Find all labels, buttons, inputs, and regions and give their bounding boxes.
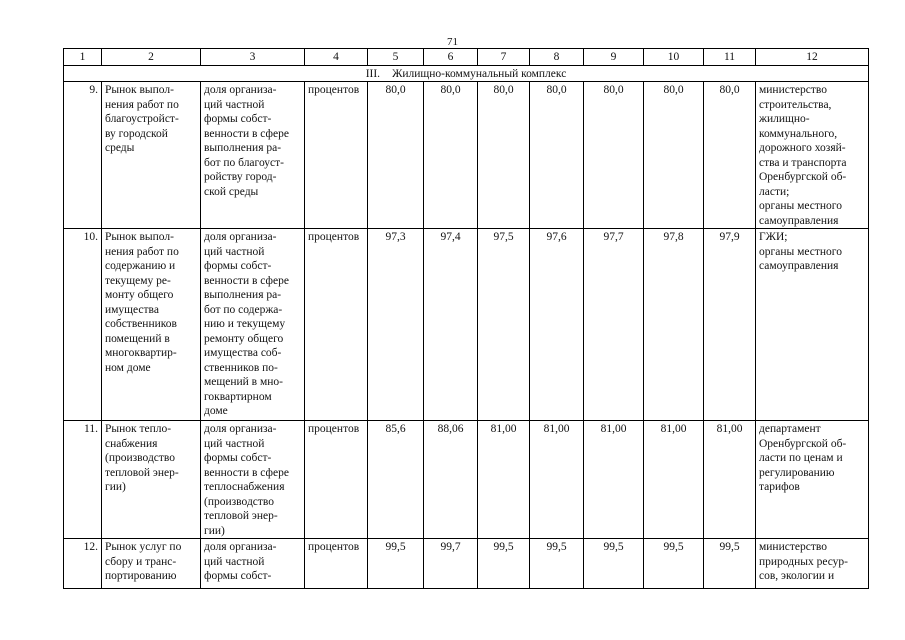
table-row <box>64 539 869 589</box>
column-number: 12 <box>756 49 869 66</box>
responsible-body: министерство строительства, жилищно- коммунального, дорожного хозяй- ства и транспорта Оренбургской об- ласти; органы местного самоуправления <box>756 82 869 229</box>
table-row <box>64 421 869 539</box>
column-number: 11 <box>704 49 756 66</box>
section-title: Жилищно-коммунальный комплекс <box>392 67 567 80</box>
unit: процентов <box>305 539 368 589</box>
column-number: 3 <box>201 49 305 66</box>
value-cell: 99,5 <box>530 539 584 589</box>
value-cell: 99,5 <box>584 539 644 589</box>
value-cell: 81,00 <box>704 421 756 539</box>
indicator-name: доля организа- ций частной формы собст- <box>201 539 305 589</box>
column-number: 6 <box>424 49 478 66</box>
column-number: 8 <box>530 49 584 66</box>
column-number: 2 <box>102 49 201 66</box>
value-cell: 80,0 <box>368 82 424 229</box>
value-cell: 99,7 <box>424 539 478 589</box>
value-cell: 85,6 <box>368 421 424 539</box>
market-name: Рынок тепло- снабжения (производство тепловой энер- гии) <box>102 421 201 539</box>
column-number: 5 <box>368 49 424 66</box>
value-cell: 99,5 <box>368 539 424 589</box>
value-cell: 99,5 <box>478 539 530 589</box>
column-number: 4 <box>305 49 368 66</box>
page-number: 71 <box>447 36 458 48</box>
value-cell: 97,6 <box>530 229 584 421</box>
value-cell: 97,9 <box>704 229 756 421</box>
indicator-table <box>63 48 869 589</box>
unit: процентов <box>305 421 368 539</box>
indicator-name: доля организа- ций частной формы собст- венности в сфере теплоснабжения (производство тепловой энер- гии) <box>201 421 305 539</box>
value-cell: 81,00 <box>584 421 644 539</box>
row-number: 10. <box>64 229 102 421</box>
section-header-row <box>64 65 869 82</box>
section-header <box>64 65 869 82</box>
value-cell: 80,0 <box>584 82 644 229</box>
value-cell: 80,0 <box>530 82 584 229</box>
unit: процентов <box>305 82 368 229</box>
value-cell: 97,5 <box>478 229 530 421</box>
market-name: Рынок услуг по сбору и транс- портированию <box>102 539 201 589</box>
row-number: 11. <box>64 421 102 539</box>
column-number: 9 <box>584 49 644 66</box>
unit: процентов <box>305 229 368 421</box>
value-cell: 97,7 <box>584 229 644 421</box>
value-cell: 99,5 <box>644 539 704 589</box>
value-cell: 80,0 <box>424 82 478 229</box>
column-number: 10 <box>644 49 704 66</box>
value-cell: 80,0 <box>644 82 704 229</box>
section-number: III. <box>365 67 381 80</box>
table-row <box>64 82 869 229</box>
column-number: 1 <box>64 49 102 66</box>
responsible-body: департамент Оренбургской об- ласти по ценам и регулированию тарифов <box>756 421 869 539</box>
row-number: 12. <box>64 539 102 589</box>
responsible-body: ГЖИ; органы местного самоуправления <box>756 229 869 421</box>
column-number-row <box>64 49 869 66</box>
value-cell: 81,00 <box>644 421 704 539</box>
value-cell: 88,06 <box>424 421 478 539</box>
value-cell: 81,00 <box>530 421 584 539</box>
value-cell: 81,00 <box>478 421 530 539</box>
responsible-body: министерство природных ресур- сов, экологии и <box>756 539 869 589</box>
market-name: Рынок выпол- нения работ по благоустройст- ву городской среды <box>102 82 201 229</box>
value-cell: 97,3 <box>368 229 424 421</box>
row-number: 9. <box>64 82 102 229</box>
value-cell: 99,5 <box>704 539 756 589</box>
value-cell: 97,8 <box>644 229 704 421</box>
value-cell: 80,0 <box>478 82 530 229</box>
value-cell: 97,4 <box>424 229 478 421</box>
market-name: Рынок выпол- нения работ по содержанию и текущему ре- монту общего имущества собственников помещений в многоквартир- ном доме <box>102 229 201 421</box>
indicator-name: доля организа- ций частной формы собст- венности в сфере выполнения ра- бот по благоуст- ройству город- ской среды <box>201 82 305 229</box>
column-number: 7 <box>478 49 530 66</box>
indicator-name: доля организа- ций частной формы собст- венности в сфере выполнения ра- бот по содержа- нию и текущему ремонту общего имущества соб- ственников по- мещений в мно- гоквартирном доме <box>201 229 305 421</box>
value-cell: 80,0 <box>704 82 756 229</box>
table-row <box>64 229 869 421</box>
